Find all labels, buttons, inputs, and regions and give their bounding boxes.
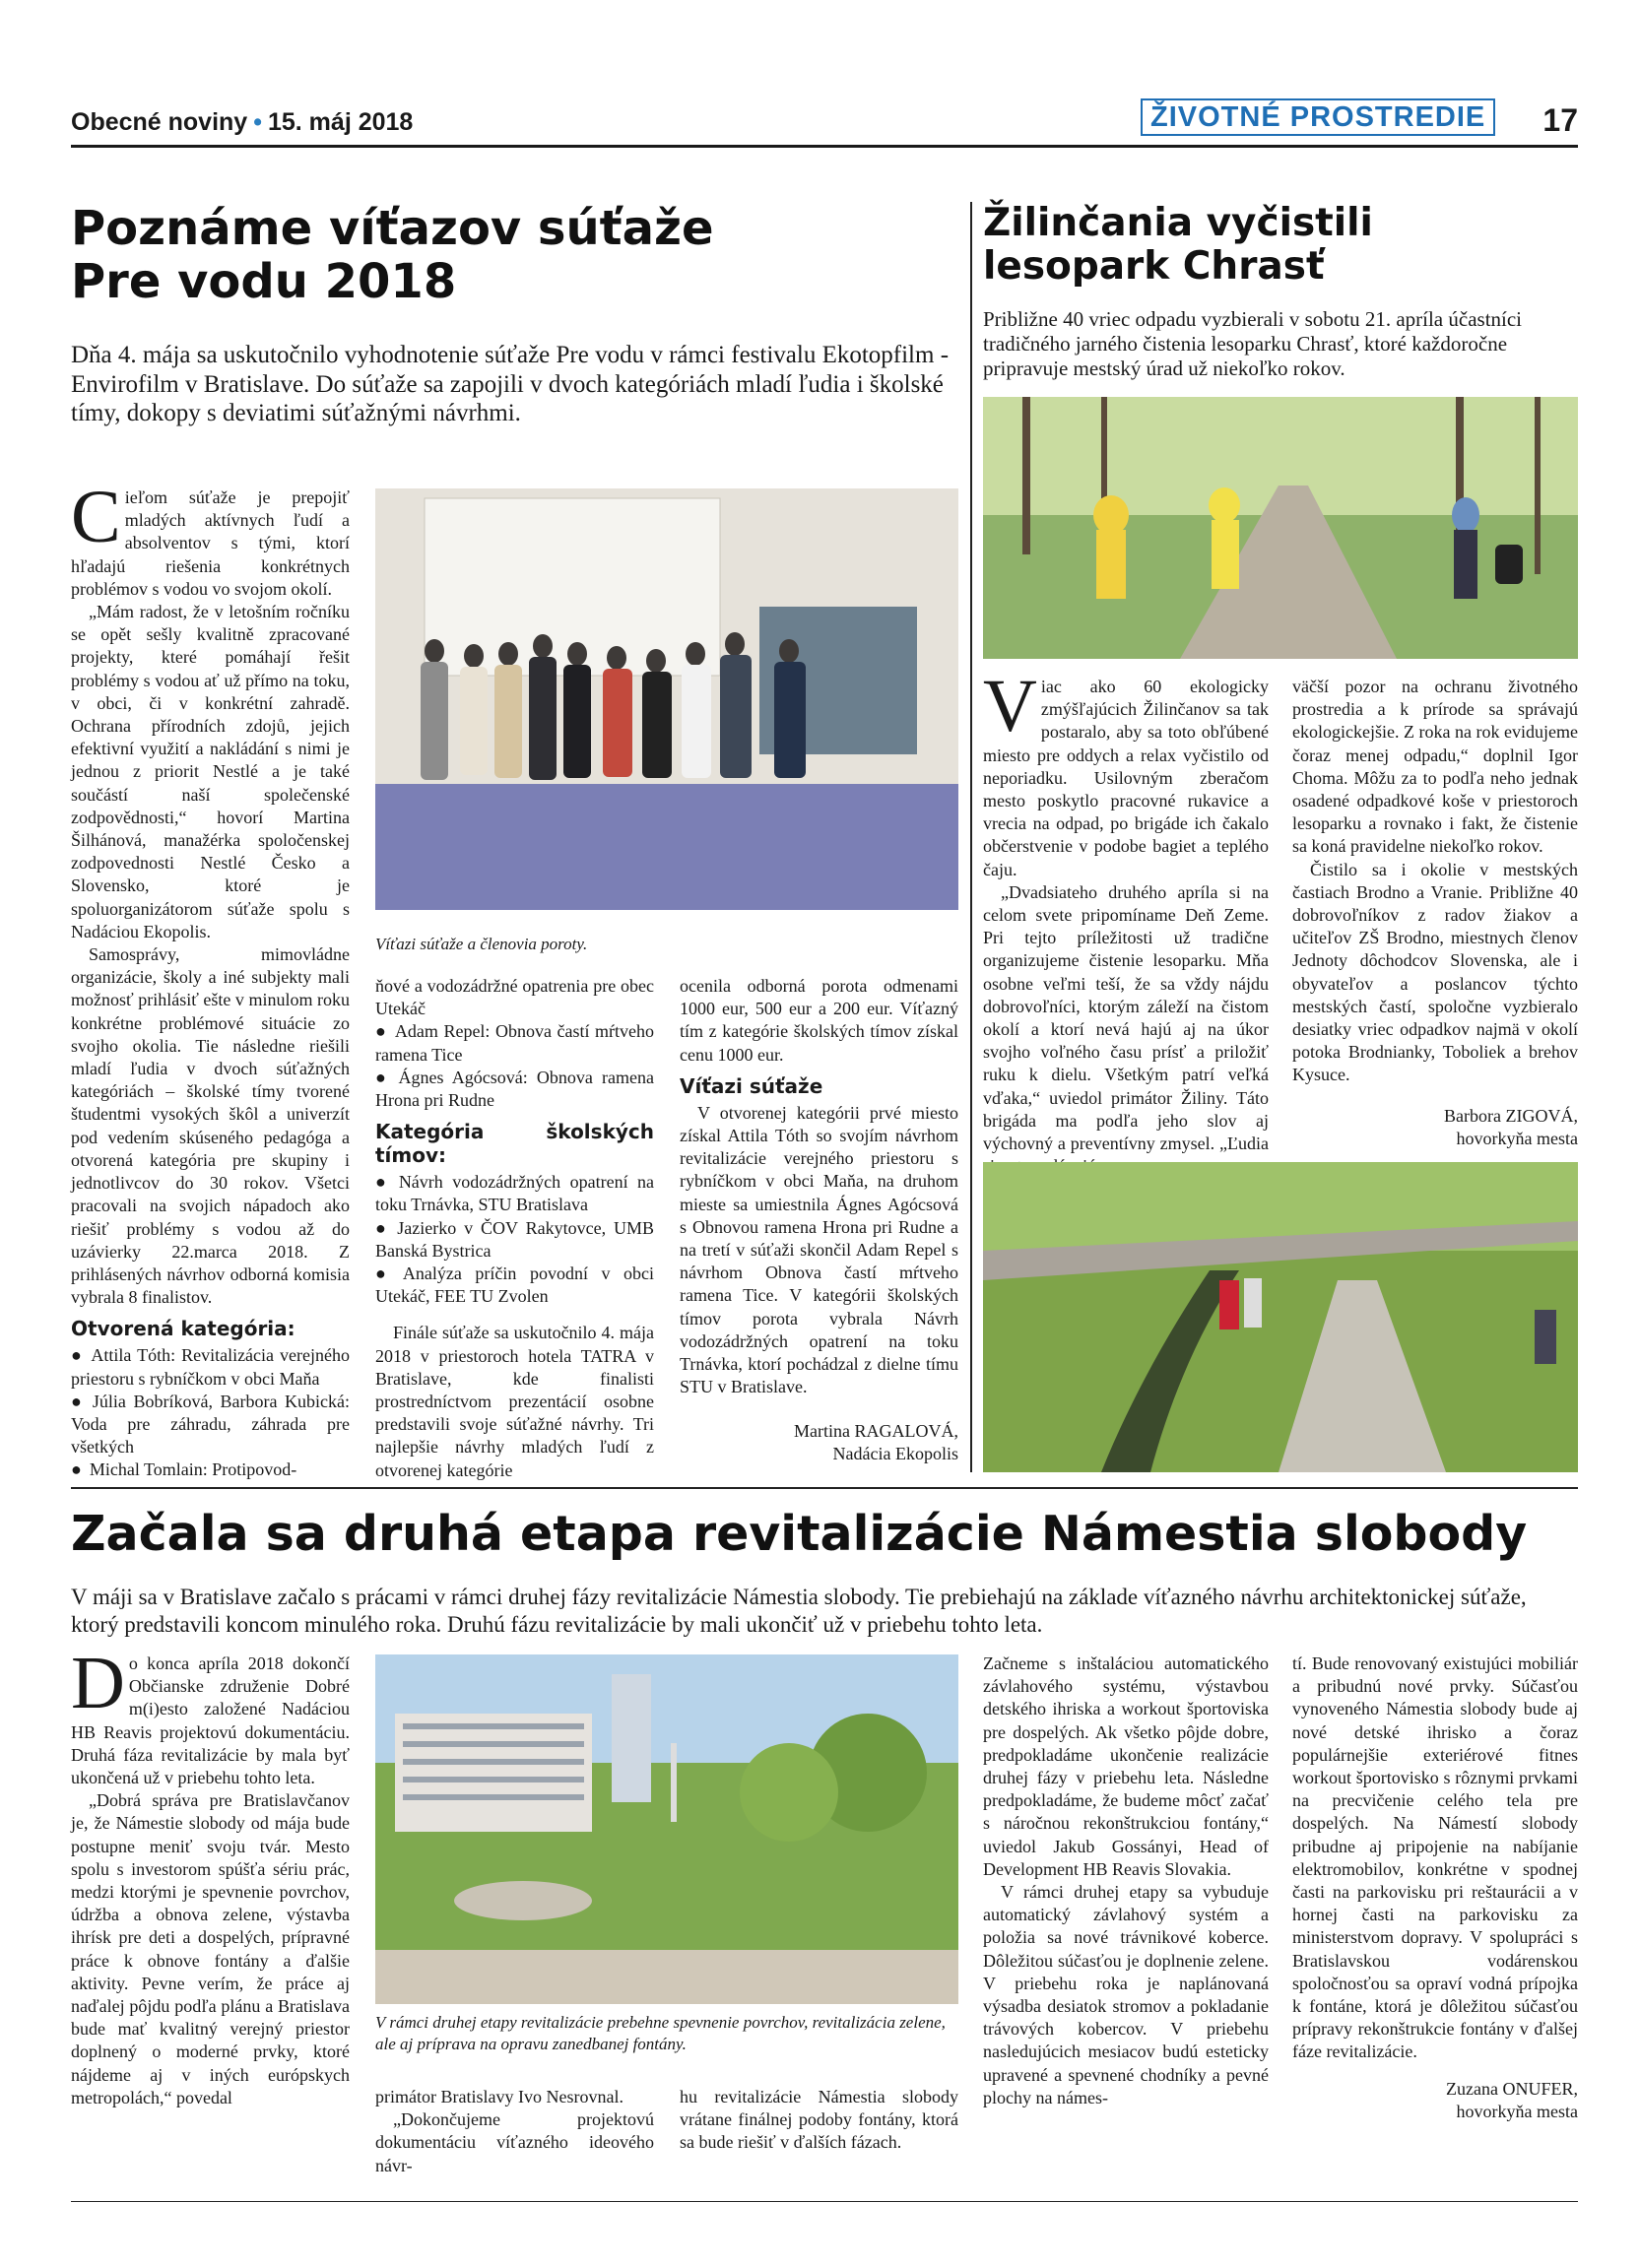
- article3-paragraph: „Dokončujeme projektovú dokumentáciu víťazného ideového návr-: [375, 2109, 654, 2175]
- article2-title-line1: Žilinčania vyčistili: [983, 201, 1373, 245]
- dropcap: V: [983, 665, 1037, 747]
- article2-title-line2: lesopark Chrasť: [983, 244, 1325, 289]
- lesopark-photo: [983, 397, 1578, 659]
- article1-paragraph: Finále súťaže sa uskutočnilo 4. mája 2018 v priestoroch hotela TATRA v Bratislave, kde finalisti prostredníctvom prezentácií osobne predstavili svoje súťažné návrhy. Tri najlepšie návrhy mladých ľudí z otvorenej kategórie: [375, 1323, 654, 1480]
- article3-column2: [375, 2086, 654, 2177]
- article2-paragraph: Čistilo sa i okolie v mestských častiach Brodno a Vranie. Približne 40 dobrovoľníkov z radov žiakov a učiteľov ZŠ Brodno, miestnych členov Jednoty dôchodcov Slovenska, ale i obyvateľov a poslancov týchto mestských častí, spoločne vyzbieralo desiatky vriec odpadkov najmä v okolí potoka Brodnianky, Toboliek a brehov Kysuce.: [1292, 859, 1578, 1085]
- author-role: hovorkyňa mesta: [1456, 1128, 1578, 1148]
- article2-column2: [1292, 676, 1578, 1150]
- article3-column3: [680, 2086, 958, 2155]
- article1-author: [680, 1420, 958, 1465]
- article3-paragraph: hu revitalizácie Námestia slobody vrátane finálnej podoby fontány, ktorá sa bude riešiť v ďalších fázach.: [680, 2087, 958, 2153]
- article1-column3: [680, 975, 958, 1465]
- article3-paragraph: Začneme s inštaláciou automatického závlahového systému, výstavbou detského ihriska a workout športoviska pre dospelých. Ak všetko pôjde dobre, predpokladáme ukončenie realizácie druhej fázy v priebehu leta. Následne predpokladáme, že budeme môcť začať s náročnou rekonštrukciou fontány,“ uviedol Jakub Gossányi, Head of Development HB Reavis Slovakia.: [983, 1653, 1269, 1879]
- article1-paragraph: ocenila odborná porota odmenami 1000 eur, 500 eur a 200 eur. Víťazný tím z kategórie školských tímov získal cenu 1000 eur.: [680, 976, 958, 1065]
- article1-paragraph: „Mám radost, že v letošním ročníku se opět sešly kvalitně zpracované projekty, které pomáhají řešit problémy s vodou ať už přímo na toku, v obci, či v konkrétní zahradě. Ochrana přírodních zdojů, jejich efektivní využití a nakládání s nimi je jednou z priorit Nestlé a je také součástí naší společenské zodpovědnosti,“ hovorí Martina Šilhánová, manažérka spoločenskej zodpovednosti Nestlé Česko a Slovensko, ktoré je spoluorganizátorom súťaže spolu s Nadáciou Ekopolis.: [71, 602, 350, 941]
- school-category-heading: Kategória školských tímov:: [375, 1120, 654, 1168]
- author-name: Martina RAGALOVÁ,: [794, 1421, 958, 1442]
- separator-dot: •: [253, 108, 262, 136]
- column-divider: [970, 202, 972, 1472]
- winners-photo: [375, 488, 958, 910]
- publication-name: Obecné noviny: [71, 108, 248, 136]
- article3-column4: [983, 1652, 1269, 2109]
- article1-paragraph: Samosprávy, mimovládne organizácie, školy a iné subjekty mali možnosť prihlásiť ešte v minulom roku konkrétne problémové situácie zo svojho okolia. Tie následne riešili mladí ľudia v dvoch súťažných kategóriách – školské tímy tvorené študentmi vysokých škôl a univerzít pod vedením skúseného pedagóga a otvorená kategória pre skupiny i jednotlivcov do 30 rokov. Všetci pracovali na svojich nápadoch ako riešiť problémy s vodou až do uzávierky 22.marca 2018. Z prihlásených návrhov odborná komisia vybrala 8 finalistov.: [71, 944, 350, 1308]
- article2-paragraph: Viac ako 60 ekologicky zmýšľajúcich Žilinčanov sa tak postaralo, aby sa toto obľúbené miesto pre oddych a relax vyčistilo od neporiadku. Usilovným zberačom mesto poskytlo pracovné rukavice a vrecia na odpad, po brigáde ich čakalo občerstvenie v podobe bagiet a teplého čaju.: [983, 665, 1269, 879]
- brodno-photo: [983, 1162, 1578, 1472]
- article1-paragraph: ňové a vodozádržné opatrenia pre obec Utekáč: [375, 976, 654, 1019]
- footer-rule: [71, 2201, 1578, 2202]
- article1-paragraph: V otvorenej kategórii prvé miesto získal Attila Tóth so svojím návrhom revitalizácie verejného priestoru s rybníčkom v obci Maňa, na druhom mieste sa umiestnila Ágnes Agócsová s Obnovou ramena Hrona pri Rudne a na tretí v súťaži skončil Adam Repel s návrhom Obnova častí mŕtveho ramena Tice. V kategórii školských tímov porota vybrala Návrh vodozádržných opatrení na toku Trnávka, ktorí pochádzal z dielne tímu STU v Bratislave.: [680, 1102, 958, 1397]
- article2-title: [983, 202, 1578, 289]
- section-label: ŽIVOTNÉ PROSTREDIE: [1141, 98, 1495, 136]
- article2-author: [1292, 1105, 1578, 1150]
- author-organization: Nadácia Ekopolis: [832, 1444, 958, 1464]
- article1-column2: [375, 975, 654, 1482]
- article3-paragraph: tí. Bude renovovaný existujúci mobiliár a pribudnú nové prvky. Súčasťou vynoveného Námestia slobody bude aj nové detské ihrisko a čoraz populárnejšie exteriérové fitnes workout športovisko s rôznymi prvkami na precvičenie celého tela pre dospelých. Na Námestí slobody pribudne aj pripojenie na nabíjanie elektromobilov, konkrétne v spodnej časti na parkovisku pri reštaurácii a v hornej časti na parkovisku za ministerstvom dopravy. V spolupráci s Bratislavskou vodárenskou spoločnosťou sa opraví vodná prípojka k fontáne, ktorá je dôležitou súčasťou prípravy rekonštrukcie fontány v ďalšej fáze revitalizácie.: [1292, 1653, 1578, 2062]
- author-name: Barbora ZIGOVÁ,: [1444, 1105, 1578, 1126]
- article1-title-line2: Pre vodu 2018: [71, 254, 457, 309]
- open-category-heading: Otvorená kategória:: [71, 1317, 295, 1341]
- article1-paragraph: Cieľom súťaže je prepojiť mladých aktívnych ľudí a absolventov s tými, ktorí hľadajú riešenia konkrétnych problémov s vodou vo svojom okolí.: [71, 476, 350, 599]
- article3-paragraph: primátor Bratislavy Ivo Nesrovnal.: [375, 2087, 623, 2106]
- namestie-photo: [375, 1654, 958, 2004]
- issue-date: 15. máj 2018: [267, 108, 414, 136]
- article1-lead: Dňa 4. mája sa uskutočnilo vyhodnotenie súťaže Pre vodu v rámci festivalu Ekotopfilm - Envirofilm v Bratislave. Do súťaže sa zapojili v dvoch kategóriách mladí ľudia i školské tímy, dokopy s deviatimi súťažnými návrhmi.: [71, 342, 950, 426]
- winners-heading: Víťazi súťaže: [680, 1073, 823, 1098]
- masthead: [71, 108, 413, 137]
- article2-paragraph: väčší pozor na ochranu životného prostredia a k prírode sa správajú ekologickejšie. Z roka na rok evidujeme čoraz menej odpadu,“ doplnil Igor Choma. Môžu za to podľa neho jednak osadené odpadkové koše v priestoroch lesoparku a rovnako i fakt, že čistenie sa koná pravidelne niekoľko rokov.: [1292, 677, 1578, 857]
- dropcap: D: [71, 1642, 125, 1724]
- winners-photo-caption: Víťazi súťaže a členovia poroty.: [375, 935, 588, 953]
- article1-title: [71, 202, 957, 308]
- page-header: [71, 98, 1578, 148]
- article2-lead: Približne 40 vriec odpadu vyzbierali v sobotu 21. apríla účastníci tradičného jarného čistenia lesoparku Chrasť, ktoré každoročne pripravuje mestský úrad už niekoľko rokov.: [983, 307, 1523, 380]
- article2-paragraph: „Dvadsiateho druhého apríla si na celom svete pripomíname Deň Zeme. Pri tejto príležitosti už tradične organizujeme čistenie lesoparku. Mňa osobne veľmi teší, že sa vždy nájdu dobrovoľníci, ktorým záleží na čistom okolí a ktorí nevá hajú aj na úkor svojho voľného času prísť a priložiť ruku k dielu. Všetkým patrí veľká vďaka,“ uviedol primátor Žiliny. Táto brigáda ma podľa jeho slov aj výchovný a preventívny zmysel. „Ľudia: [983, 881, 1269, 1154]
- namestie-photo-caption: V rámci druhej etapy revitalizácie prebehne spevnenie povrchov, revitalizácia zelene, ale aj príprava na opravu zanedbanej fontány.: [375, 2013, 946, 2053]
- list-item: ● Analýza príčin povodní v obci Utekáč, FEE TU Zvolen: [375, 1263, 654, 1308]
- article3-author: [1292, 2078, 1578, 2123]
- page-number: 17: [1542, 102, 1578, 138]
- list-item: ● Návrh vodozádržných opatrení na toku Trnávka, STU Bratislava: [375, 1171, 654, 1216]
- list-item: ● Ágnes Agócsová: Obnova ramena Hrona pri Rudne: [375, 1067, 654, 1112]
- article3-paragraph: Do konca apríla 2018 dokončí Občianske združenie Dobré m(i)esto založené Nadáciou HB Reavis projektovú dokumentáciu. Druhá fáza revitalizácie by mala byť ukončená už v priebehu tohto leta.: [71, 1642, 350, 1788]
- list-item: ● Attila Tóth: Revitalizácia verejného priestoru s rybníčkom v obci Maňa: [71, 1344, 350, 1390]
- article3-column1: [71, 1642, 350, 2109]
- section-divider: [71, 1487, 1578, 1489]
- article2-column1: [983, 665, 1269, 1178]
- author-name: Zuzana ONUFER,: [1446, 2078, 1578, 2099]
- article3-paragraph: V rámci druhej etapy sa vybuduje automatický závlahový systém a položia sa nové trávnikové koberce. Dôležitou súčasťou je doplnenie zelene. V priebehu roka je naplánovaná výsadba desiatok stromov a pokladanie trávových kobercov. V priebehu nasledujúcich mesiacov budú esteticky upravené a spevnené chodníky a pevné plochy na námes-: [983, 1882, 1269, 2107]
- list-item: ● Michal Tomlain: Protipovod-: [71, 1458, 350, 1481]
- author-role: hovorkyňa mesta: [1456, 2101, 1578, 2121]
- dropcap: C: [71, 476, 121, 558]
- list-item: ● Jazierko v ČOV Rakytovce, UMB Banská Bystrica: [375, 1217, 654, 1263]
- list-item: ● Adam Repel: Obnova častí mŕtveho ramena Tice: [375, 1020, 654, 1066]
- list-item: ● Júlia Bobríková, Barbora Kubická: Voda pre záhradu, záhrada pre všetkých: [71, 1391, 350, 1459]
- article1-column1: [71, 476, 350, 1482]
- article3-paragraph: „Dobrá správa pre Bratislavčanov je, že Námestie slobody od mája bude postupne meniť svoju tvár. Mesto spolu s investorom spúšťa sériu prác, medzi ktorými je spevnenie povrchov, údržba a obnova zelene, výstavba ihrísk pre deti a dospelých, prípravné práce k obnove fontány a ďalšie aktivity. Pevne verím, že práce aj naďalej pôjdu podľa plánu a Bratislava bude mať kvalitný verejný priestor doplnený o moderné prvky, ktoré nájdeme aj v iných európskych metropolách,“ povedal: [71, 1790, 350, 2107]
- article3-column5: [1292, 1652, 1578, 2123]
- article3-lead: V máji sa v Bratislave začalo s prácami v rámci druhej fázy revitalizácie Námestia slobody. Tie prebiehajú na základe víťazného návrhu architektonickej súťaže, ktorý predstavili koncom minulého roka. Druhú fázu revitalizácie by mali ukončiť už v priebehu tohto leta.: [71, 1585, 1527, 1637]
- article1-title-line1: Poznáme víťazov súťaže: [71, 201, 714, 256]
- article3-title: Začala sa druhá etapa revitalizácie Námestia slobody: [71, 1506, 1528, 1562]
